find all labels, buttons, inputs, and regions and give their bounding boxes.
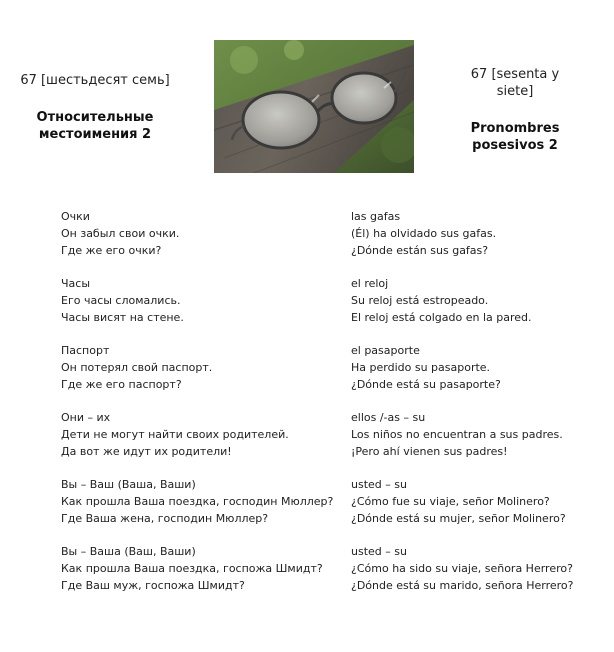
phrase-russian: Где Ваш муж, госпожа Шмидт? bbox=[61, 579, 245, 592]
phrase-row bbox=[0, 543, 614, 560]
lesson-number-russian: 67 [шестьдесят семь] bbox=[20, 73, 170, 88]
lesson-title-spanish-line2: posesivos 2 bbox=[472, 138, 558, 153]
phrase-russian: Где же его паспорт? bbox=[61, 378, 182, 391]
phrase-russian: Вы – Ваш (Ваша, Ваши) bbox=[61, 478, 196, 491]
phrase-row bbox=[0, 409, 614, 426]
phrase-russian: Часы bbox=[61, 277, 91, 290]
phrase-row bbox=[0, 560, 614, 577]
phrase-spanish: el reloj bbox=[351, 277, 389, 290]
phrase-spanish: ¡Pero ahí vienen sus padres! bbox=[351, 445, 508, 458]
phrase-row bbox=[0, 342, 614, 359]
phrase-russian: Он потерял свой паспорт. bbox=[61, 361, 213, 374]
phrase-row bbox=[0, 376, 614, 393]
phrase-row bbox=[0, 225, 614, 242]
phrase-group-glasses bbox=[0, 208, 614, 259]
phrase-row bbox=[0, 493, 614, 510]
phrase-list bbox=[0, 208, 614, 610]
lesson-header-spanish bbox=[440, 66, 590, 154]
phrase-russian: Да вот же идут их родители! bbox=[61, 445, 232, 458]
phrase-russian: Его часы сломались. bbox=[61, 294, 181, 307]
lesson-number-spanish bbox=[440, 66, 590, 100]
phrase-russian: Где Ваша жена, господин Мюллер? bbox=[61, 512, 269, 525]
phrase-russian: Часы висят на стене. bbox=[61, 311, 184, 324]
phrase-russian: Они – их bbox=[61, 411, 111, 424]
phrase-spanish: Los niños no encuentran a sus padres. bbox=[351, 428, 563, 441]
phrase-row bbox=[0, 359, 614, 376]
phrase-russian: Вы – Ваша (Ваш, Ваши) bbox=[61, 545, 196, 558]
phrase-spanish: ¿Dónde está su pasaporte? bbox=[351, 378, 501, 391]
phrase-spanish: ellos /-as – su bbox=[351, 411, 426, 424]
phrase-group-they bbox=[0, 409, 614, 460]
lesson-title-russian-line1: Относительные bbox=[36, 110, 154, 125]
lesson-title-russian bbox=[0, 109, 190, 143]
phrase-row bbox=[0, 476, 614, 493]
phrase-russian: Как прошла Ваша поездка, господин Мюллер? bbox=[61, 495, 334, 508]
phrase-row bbox=[0, 577, 614, 594]
phrase-row bbox=[0, 443, 614, 460]
phrase-spanish: las gafas bbox=[351, 210, 401, 223]
phrase-row bbox=[0, 309, 614, 326]
phrase-russian: Как прошла Ваша поездка, госпожа Шмидт? bbox=[61, 562, 323, 575]
phrase-russian: Он забыл свои очки. bbox=[61, 227, 180, 240]
lesson-title-spanish bbox=[440, 120, 590, 154]
lesson-number-spanish-line2: siete] bbox=[496, 84, 534, 99]
phrase-russian: Паспорт bbox=[61, 344, 110, 357]
phrase-spanish: El reloj está colgado en la pared. bbox=[351, 311, 532, 324]
lesson-header-russian bbox=[0, 72, 190, 143]
phrase-row bbox=[0, 275, 614, 292]
phrase-row bbox=[0, 510, 614, 527]
phrase-spanish: usted – su bbox=[351, 478, 407, 491]
glasses-photo bbox=[214, 40, 414, 173]
phrase-russian: Очки bbox=[61, 210, 90, 223]
phrase-group-watch bbox=[0, 275, 614, 326]
phrase-spanish: Su reloj está estropeado. bbox=[351, 294, 489, 307]
phrase-spanish: ¿Dónde están sus gafas? bbox=[351, 244, 489, 257]
phrase-spanish: Ha perdido su pasaporte. bbox=[351, 361, 491, 374]
phrase-row bbox=[0, 242, 614, 259]
phrase-spanish: ¿Dónde está su marido, señora Herrero? bbox=[351, 579, 574, 592]
phrase-russian: Где же его очки? bbox=[61, 244, 162, 257]
phrase-group-you-sir bbox=[0, 476, 614, 527]
phrase-spanish: usted – su bbox=[351, 545, 407, 558]
phrase-spanish: el pasaporte bbox=[351, 344, 420, 357]
phrase-group-you-madam bbox=[0, 543, 614, 594]
phrase-row bbox=[0, 208, 614, 225]
phrase-spanish: ¿Cómo fue su viaje, señor Molinero? bbox=[351, 495, 550, 508]
phrase-group-passport bbox=[0, 342, 614, 393]
lesson-title-spanish-line1: Pronombres bbox=[470, 121, 560, 136]
phrase-russian: Дети не могут найти своих родителей. bbox=[61, 428, 289, 441]
phrase-row bbox=[0, 292, 614, 309]
phrase-row bbox=[0, 426, 614, 443]
phrase-spanish: ¿Dónde está su mujer, señor Molinero? bbox=[351, 512, 566, 525]
phrase-spanish: ¿Cómo ha sido su viaje, señora Herrero? bbox=[351, 562, 573, 575]
phrase-spanish: (Él) ha olvidado sus gafas. bbox=[351, 227, 497, 240]
lesson-title-russian-line2: местоимения 2 bbox=[38, 127, 152, 142]
lesson-number-spanish-line1: 67 [sesenta y bbox=[470, 67, 560, 82]
